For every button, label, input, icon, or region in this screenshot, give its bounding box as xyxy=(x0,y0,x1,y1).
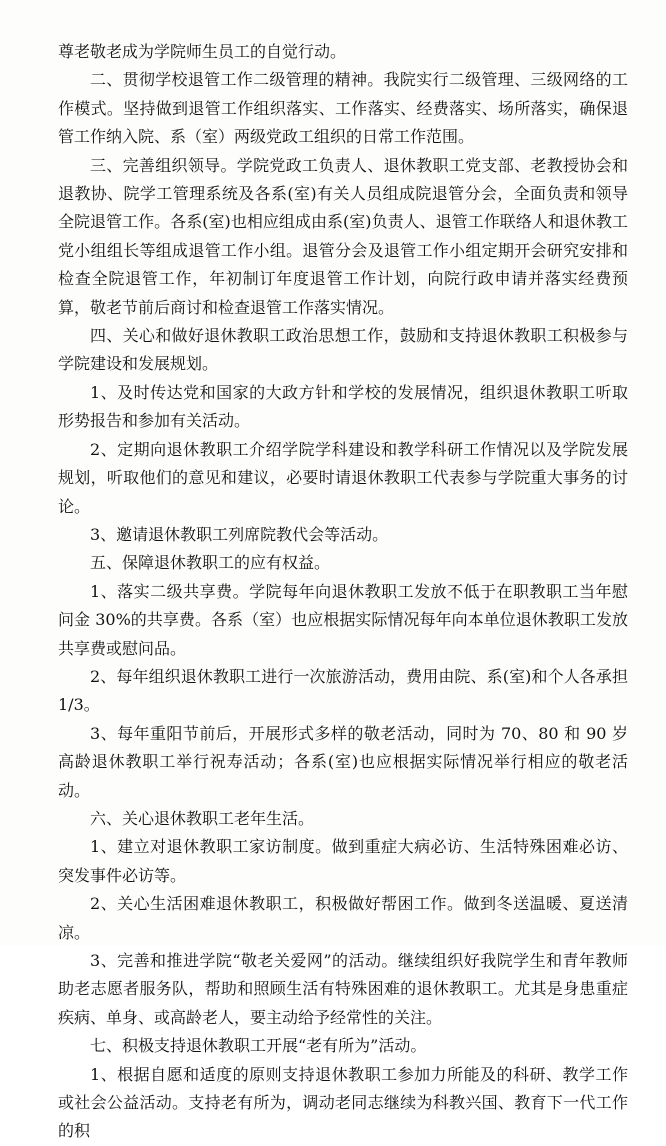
paragraph-section-4: 四、关心和做好退休教职工政治思想工作，鼓励和支持退休教职工积极参与学院建设和发展规划。 xyxy=(58,326,628,374)
document-body xyxy=(58,38,628,1146)
paragraph-continuation: 尊老敬老成为学院师生员工的自觉行动。 xyxy=(58,42,347,61)
paragraph-section-5: 五、保障退休教职工的应有权益。 xyxy=(90,553,331,573)
paragraph-item-6-3: 3、完善和推进学院“敬老关爱网”的活动。继续组织好我院学生和青年教师助老志愿者服务队，帮助和照顾生活有特殊困难的退休教职工。尤其是身患重症疾病、单身、或高龄老人，要主动给予经常性的关注。 xyxy=(58,951,628,1027)
paragraph-item-7-1: 1、根据自愿和适度的原则支持退休教职工参加力所能及的科研、教学工作或社会公益活动。支持老有所为，调动老同志继续为科教兴国、教育下一代工作的积 xyxy=(58,1064,628,1141)
paragraph-item-6-1: 1、建立对退休教职工家访制度。做到重症大病必访、生活特殊困难必访、突发事件必访等。 xyxy=(58,837,628,885)
paragraph-item-5-1: 1、落实二级共享费。学院每年向退休教职工发放不低于在职教职工当年慰问金 30%的共享费。各系（室）也应根据实际情况每年向本单位退休教职工发放共享费或慰问品。 xyxy=(58,581,628,658)
paragraph-item-5-3: 3、每年重阳节前后，开展形式多样的敬老活动，同时为 70、80 和 90 岁高龄退休教职工举行祝寿活动；各系(室)也应根据实际情况举行相应的敬老活动。 xyxy=(58,723,628,800)
paragraph-item-4-2: 2、定期向退休教职工介绍学院学科建设和教学科研工作情况以及学院发展规划，听取他们的意见和建议，必要时请退休教职工代表参与学院重大事务的讨论。 xyxy=(58,439,628,516)
paragraph-item-4-3: 3、邀请退休教职工列席院教代会等活动。 xyxy=(90,524,389,544)
paragraph-item-4-1: 1、及时传达党和国家的大政方针和学校的发展情况，组织退休教职工听取形势报告和参加有关活动。 xyxy=(58,382,628,431)
paragraph-section-6: 六、关心退休教职工老年生活。 xyxy=(90,808,315,828)
paragraph-item-5-2: 2、每年组织退休教职工进行一次旅游活动，费用由院、系(室)和个人各承担 1/3。 xyxy=(58,666,628,715)
paragraph-section-3: 三、完善组织领导。学院党政工负责人、退休教职工党支部、老教授协会和退教协、院学工管理系统及各系(室)有关人员组成院退管分会，全面负责和领导全院退管工作。各系(室)也相应组成由系(室)负责人、退管工作联络人和退休教工党小组组长等组成退管工作小组。退管分会及退管工作小组定期开会研究安排和检查全院退管工作，年初制订年度退管工作计划，向院行政申请并落实经费预算，敬老节前后商讨和检查退管工作落实情况。 xyxy=(58,155,628,317)
paragraph-section-2: 二、贯彻学校退管工作二级管理的精神。我院实行二级管理、三级网络的工作模式。坚持做到退管工作组织落实、工作落实、经费落实、场所落实，确保退管工作纳入院、系（室）两级党政工组织的日常工作范围。 xyxy=(58,70,628,147)
paragraph-item-6-2: 2、关心生活困难退休教职工，积极做好帮困工作。做到冬送温暖、夏送清凉。 xyxy=(58,894,628,942)
paragraph-section-7: 七、积极支持退休教职工开展“老有所为”活动。 xyxy=(90,1036,427,1056)
